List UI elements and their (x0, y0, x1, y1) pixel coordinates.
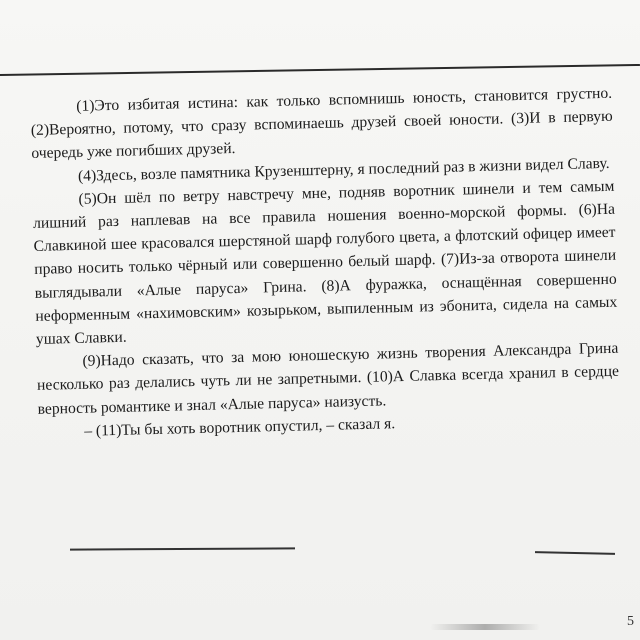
bottom-rule-left (70, 547, 295, 550)
paragraph-1: (1)Это избитая истина: как только вспомнишь юность, становится грустно. (2)Вероятно, потому, что сразу вспоминаешь друзей своей юности. (3)И в первую очередь уже погибших друзей. (30, 84, 613, 163)
page-number: 5 (627, 614, 634, 629)
top-rule (0, 64, 640, 76)
paragraph-3: (5)Он шёл по ветру навстречу мне, подняв воротник шинели и тем самым лишний раз наплевав на все правила ношения военно-морской формы. (6)На Славкиной шее красовался шерстяной шарф голубого цвета, а флотский офицер имеет право носить только чёрный или совершенно белый шарф. (7)Из-за отворота шинели выглядывали «Алые паруса» Грина. (8)А фуражка, оснащённая совершенно неформенным «нахимовским» козырьком, выпиленным из эбонита, сидела на самых ушах Славки. (32, 177, 618, 348)
bottom-rule-right (535, 551, 615, 555)
paragraph-5: – (11)Ты бы хоть воротник опустил, – сказал я. (83, 415, 396, 440)
paragraph-2: (4)Здесь, возле памятника Крузенштерну, я последний раз в жизни видел Славу. (77, 154, 610, 185)
footer-faded-text (430, 622, 540, 632)
text-page (30, 82, 620, 444)
paragraph-4: (9)Надо сказать, что за мою юношескую жизнь творения Александра Грина несколько раз делались чуть ли не запретными. (10)А Славка всегда хранил в сердце верность романтике и знал «Алые паруса» наизусть. (36, 339, 620, 418)
